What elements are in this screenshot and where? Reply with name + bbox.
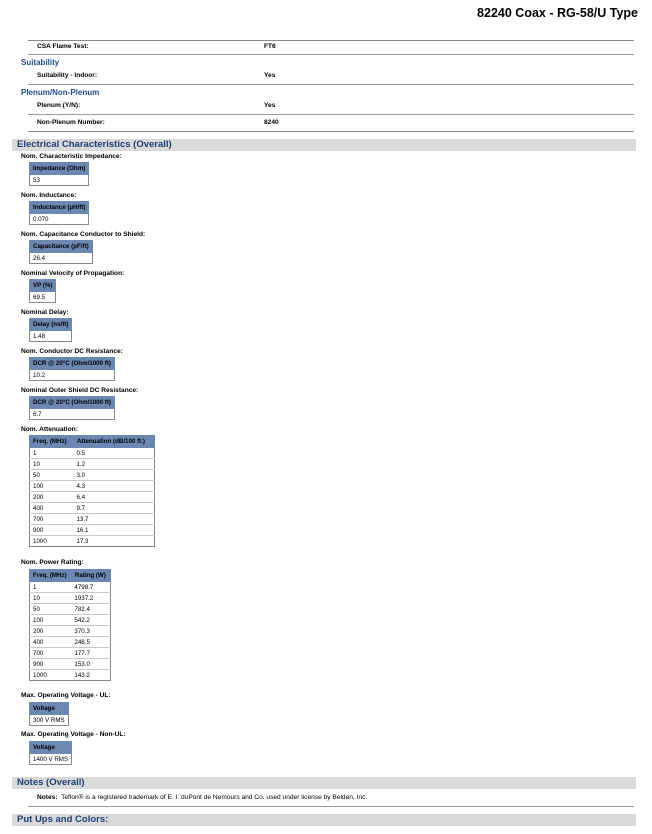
table-power (29, 569, 111, 681)
table-cell: 100 (30, 615, 72, 626)
table-cell: 1 (30, 448, 74, 459)
param-label-shield-dcr: Nominal Outer Shield DC Resistance: (21, 387, 139, 394)
table-row (30, 659, 111, 670)
table-cell: 782.4 (71, 604, 110, 615)
section-title: Put Ups and Colors: (17, 814, 109, 825)
param-label-voltage-non-ul: Max. Operating Voltage - Non-UL: (21, 731, 126, 738)
table-cell: 153.0 (71, 659, 110, 670)
table-cell: 16.1 (73, 525, 154, 536)
table-row (30, 670, 111, 681)
param-label-velocity: Nominal Velocity of Propagation: (21, 270, 125, 277)
table-cell: 143.2 (71, 670, 110, 681)
table-cell: 1000 (30, 670, 72, 681)
table-cell: 0.070 (30, 214, 89, 225)
section-notes (12, 777, 636, 789)
kv-label: Suitability - Indoor: (37, 72, 98, 79)
kv-value: Yes (264, 72, 276, 79)
table-cell: 50 (30, 470, 74, 481)
column-header: Freq. (MHz) (30, 570, 72, 582)
kv-value: 8240 (264, 119, 279, 126)
table-cell: 1 (30, 582, 72, 593)
divider (28, 806, 634, 807)
document-title: 82240 Coax - RG-58/U Type (477, 6, 638, 20)
divider (28, 40, 634, 41)
section-putups (12, 814, 636, 826)
notes-text: Teflon® is a registered trademark of E. I. duPont de Nemours and Co. used under license by Belden, Inc. (61, 794, 368, 801)
table-capacitance (29, 240, 93, 264)
table-cell: 1000 (30, 536, 74, 547)
table-cell: 0.5 (73, 448, 154, 459)
table-row (30, 626, 111, 637)
table-inductance (29, 201, 89, 225)
table-row (30, 448, 155, 459)
table-row (30, 637, 111, 648)
param-label-impedance: Nom. Characteristic Impedance: (21, 153, 122, 160)
table-conductor-dcr (29, 357, 115, 381)
table-cell: 300 V RMS (30, 715, 69, 726)
divider (28, 84, 634, 85)
table-cell: 26.4 (30, 253, 93, 264)
param-label-conductor-dcr: Nom. Conductor DC Resistance: (21, 348, 123, 355)
table-row (30, 615, 111, 626)
column-header: Freq. (MHz) (30, 436, 74, 448)
kv-label: Plenum (Y/N): (37, 102, 81, 109)
section-electrical (12, 139, 636, 151)
table-cell: 400 (30, 637, 72, 648)
table-cell: 900 (30, 525, 74, 536)
table-row (30, 481, 155, 492)
column-header: Attenuation (dB/100 ft.) (73, 436, 154, 448)
table-row (30, 536, 155, 547)
kv-value: Yes (264, 102, 276, 109)
suitability-heading: Suitability (21, 58, 60, 67)
param-label-capacitance: Nom. Capacitance Conductor to Shield: (21, 231, 146, 238)
column-header: Impedance (Ohm) (30, 163, 89, 175)
table-cell: 69.5 (30, 292, 56, 303)
table-row (30, 503, 155, 514)
table-cell: 700 (30, 648, 72, 659)
notes-row (37, 794, 367, 801)
table-cell: 700 (30, 514, 74, 525)
table-row (30, 648, 111, 659)
notes-label: Notes: (37, 794, 58, 801)
kv-label: Non-Plenum Number: (37, 119, 105, 126)
table-cell: 4.3 (73, 481, 154, 492)
table-cell: 6.4 (73, 492, 154, 503)
table-cell: 10 (30, 459, 74, 470)
table-cell: 200 (30, 492, 74, 503)
column-header: Delay (ns/ft) (30, 319, 72, 331)
column-header: DCR @ 20°C (Ohm/1000 ft) (30, 397, 115, 409)
table-cell: 10.2 (30, 370, 115, 381)
table-cell: 17.3 (73, 536, 154, 547)
table-voltage-ul (29, 702, 69, 726)
table-row (30, 492, 155, 503)
column-header: Voltage (30, 703, 69, 715)
table-cell: 50 (30, 604, 72, 615)
table-row (30, 525, 155, 536)
column-header: Voltage (30, 742, 72, 754)
table-cell: 4798.7 (71, 582, 110, 593)
param-label-attenuation: Nom. Attenuation: (21, 426, 78, 433)
section-title: Notes (Overall) (17, 777, 85, 788)
table-cell: 370.3 (71, 626, 110, 637)
table-cell: 3.0 (73, 470, 154, 481)
param-label-inductance: Nom. Inductance: (21, 192, 77, 199)
column-header: Inductance (µH/ft) (30, 202, 89, 214)
table-cell: 1.48 (30, 331, 72, 342)
table-row (30, 593, 111, 604)
param-label-voltage-ul: Max. Operating Voltage - UL: (21, 692, 111, 699)
table-cell: 9.7 (73, 503, 154, 514)
param-label-delay: Nominal Delay: (21, 309, 69, 316)
table-cell: 53 (30, 175, 89, 186)
table-row (30, 459, 155, 470)
table-voltage-non-ul (29, 741, 72, 765)
column-header: Rating (W) (71, 570, 110, 582)
table-cell: 6.7 (30, 409, 115, 420)
section-title: Electrical Characteristics (Overall) (17, 139, 172, 150)
table-shield-dcr (29, 396, 115, 420)
kv-value: FT6 (264, 43, 276, 50)
table-row (30, 604, 111, 615)
table-cell: 1937.2 (71, 593, 110, 604)
plenum-heading: Plenum/Non-Plenum (21, 88, 100, 97)
table-cell: 13.7 (73, 514, 154, 525)
divider (28, 131, 634, 132)
table-cell: 248.5 (71, 637, 110, 648)
table-delay (29, 318, 72, 342)
column-header: VP (%) (30, 280, 56, 292)
table-cell: 10 (30, 593, 72, 604)
table-row (30, 514, 155, 525)
table-cell: 1400 V RMS (30, 754, 72, 765)
table-cell: 177.7 (71, 648, 110, 659)
table-cell: 900 (30, 659, 72, 670)
table-attenuation (29, 435, 155, 547)
table-cell: 400 (30, 503, 74, 514)
table-row (30, 582, 111, 593)
table-velocity (29, 279, 56, 303)
divider (28, 54, 634, 55)
param-label-power: Nom. Power Rating: (21, 559, 84, 566)
column-header: Capacitance (pF/ft) (30, 241, 93, 253)
kv-label: CSA Flame Test: (37, 43, 89, 50)
table-row (30, 470, 155, 481)
table-cell: 100 (30, 481, 74, 492)
table-cell: 1.2 (73, 459, 154, 470)
table-cell: 200 (30, 626, 72, 637)
column-header: DCR @ 20°C (Ohm/1000 ft) (30, 358, 115, 370)
divider (28, 114, 634, 115)
table-cell: 542.2 (71, 615, 110, 626)
table-impedance (29, 162, 89, 186)
